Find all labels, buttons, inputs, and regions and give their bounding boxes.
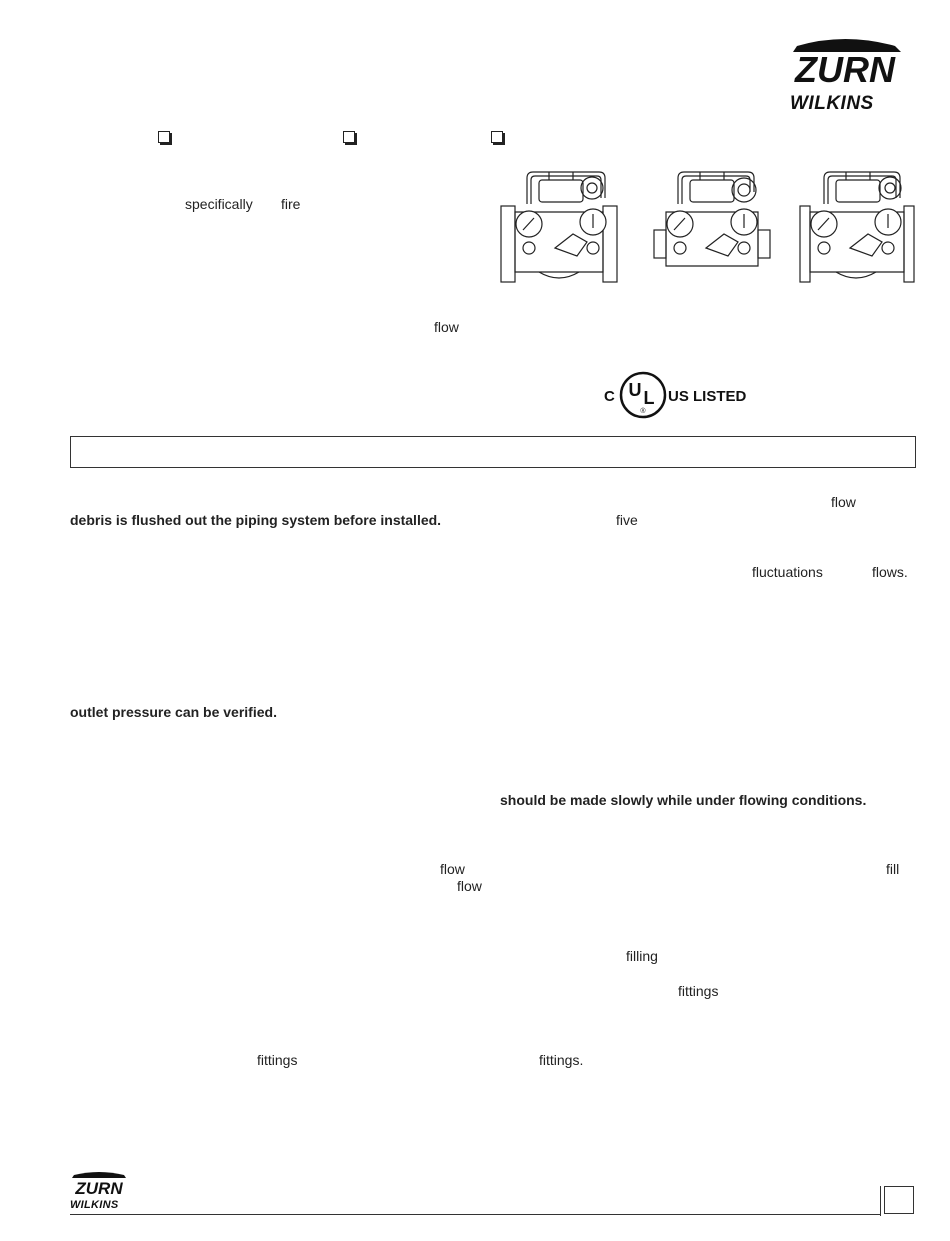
option-checkbox-3[interactable] (491, 131, 503, 143)
text-filling: filling (626, 948, 658, 964)
wilkins-logo-text: WILKINS (790, 93, 874, 114)
text-five: five (616, 512, 638, 528)
ul-circle-icon (618, 370, 668, 420)
ul-registered-text: ® (640, 408, 646, 415)
ul-us-listed-text: US LISTED (668, 388, 747, 405)
text-flows: flows. (872, 564, 908, 580)
valve-illustration-grooved (652, 168, 772, 277)
notice-box (70, 436, 916, 468)
ul-listed-mark (604, 370, 754, 420)
footer-rule (70, 1214, 881, 1215)
valve-illustration-flanged (499, 168, 619, 291)
valve-illustration-flanged-2 (798, 168, 916, 291)
option-checkbox-1[interactable] (158, 131, 170, 143)
option-checkbox-2[interactable] (343, 131, 355, 143)
text-fill: fill (886, 861, 900, 877)
text-fittings-3: fittings. (539, 1052, 584, 1068)
text-slowly: should be made slowly while under flowing conditions. (500, 792, 867, 808)
ul-u-text: U (628, 380, 642, 400)
text-specifically: specifically (185, 196, 253, 212)
zurn-logo (783, 38, 907, 88)
footer-divider (880, 1186, 881, 1216)
text-fire: fire (281, 196, 301, 212)
footer-wilkins-text: WILKINS (70, 1199, 119, 1211)
text-debris: debris is flushed out the piping system before installed. (70, 512, 442, 528)
text-flow-2: flow (831, 494, 856, 510)
footer-zurn-logo (68, 1172, 130, 1196)
zurn-logo-text: ZURN (795, 49, 895, 88)
text-flow-3: flow (440, 861, 465, 877)
ul-l-text: L (643, 388, 655, 408)
text-flow-1: flow (434, 319, 459, 335)
text-fittings-1: fittings (678, 983, 719, 999)
text-fluctuations: fluctuations (752, 564, 823, 580)
text-fittings-2: fittings (257, 1052, 298, 1068)
ul-c-text: C (604, 388, 615, 405)
page-number-box (884, 1186, 914, 1214)
text-outlet-pressure: outlet pressure can be verified. (70, 704, 277, 720)
text-flow-4: flow (457, 878, 482, 894)
footer-zurn-logo-text: ZURN (75, 1179, 123, 1196)
